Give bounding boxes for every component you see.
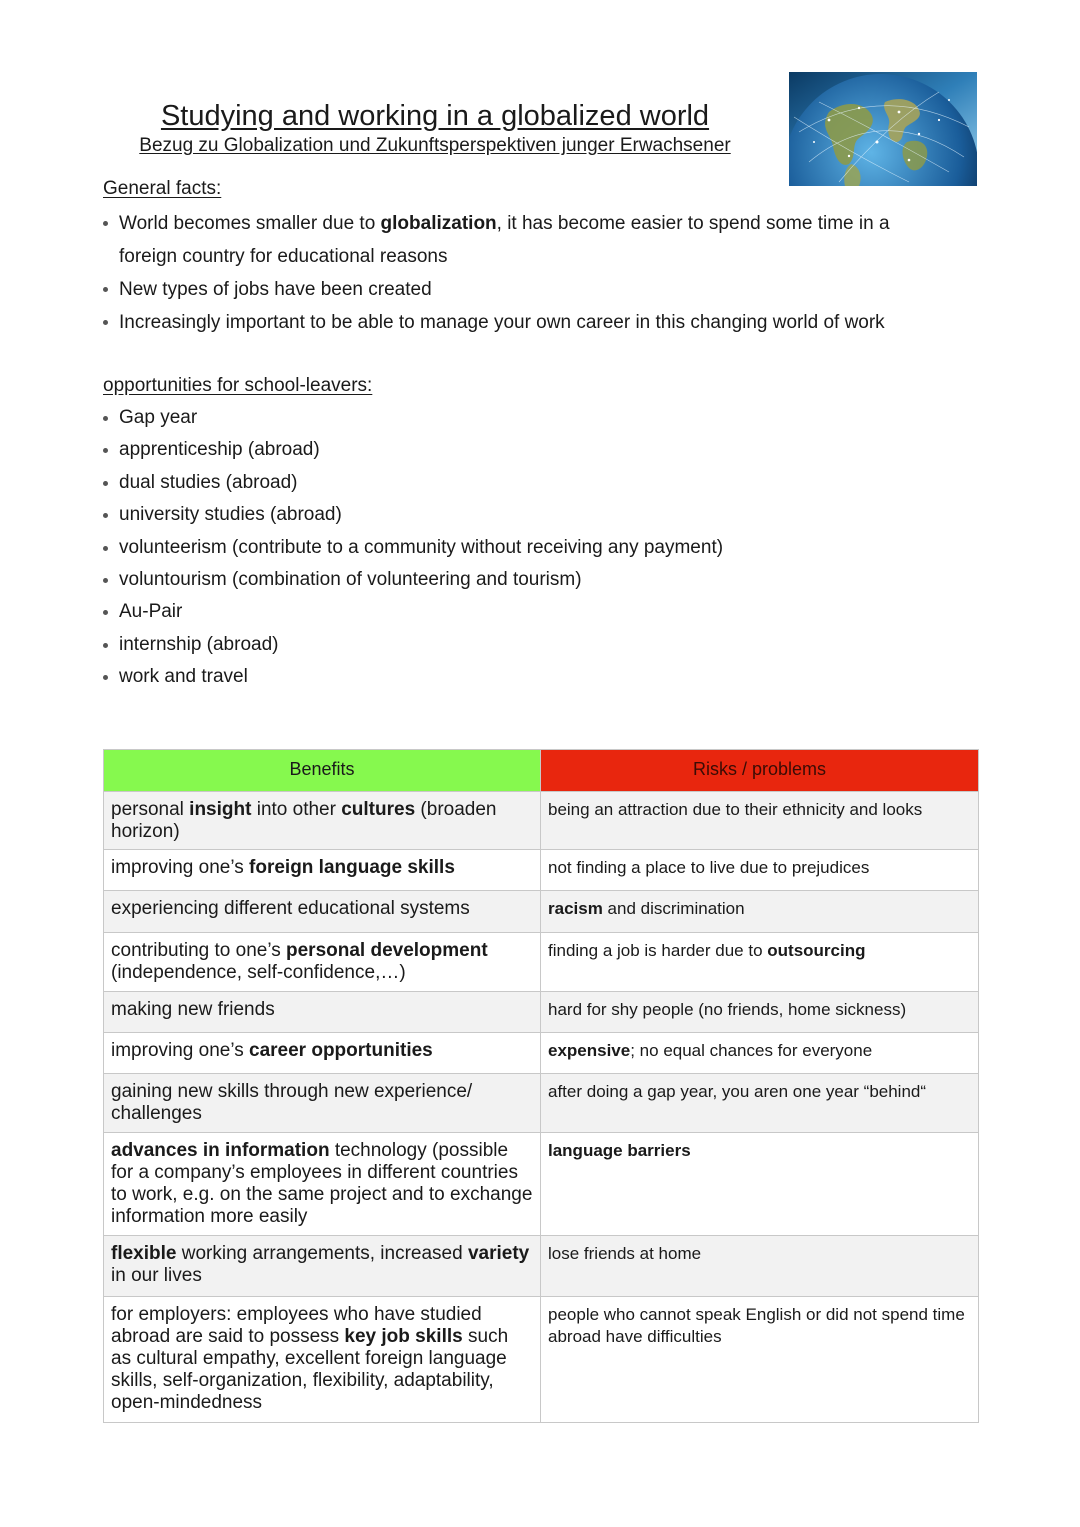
cell-text: career opportunities bbox=[249, 1040, 433, 1061]
cell-text: ; no equal chances for everyone bbox=[630, 1041, 873, 1060]
opportunities-list bbox=[103, 402, 963, 694]
risk-cell bbox=[541, 1236, 979, 1297]
cell-text: hard for shy people (no friends, home sickness) bbox=[548, 1000, 907, 1019]
cell-text: and discrimination bbox=[602, 899, 745, 918]
table-header-row bbox=[104, 750, 979, 792]
general-facts-heading: General facts: bbox=[103, 178, 222, 199]
list-item: World becomes smaller due to globalization, it has become easier to spend some time in a foreign country for educational reasons bbox=[103, 207, 963, 273]
benefit-cell bbox=[104, 850, 541, 891]
cell-text: experiencing different educational systems bbox=[111, 898, 470, 919]
table-row bbox=[104, 1297, 979, 1423]
cell-text: advances in information bbox=[111, 1140, 330, 1161]
cell-text: contributing to one’s bbox=[111, 940, 286, 961]
benefit-cell bbox=[104, 1236, 541, 1297]
table-row bbox=[104, 1133, 979, 1236]
table-row bbox=[104, 1033, 979, 1074]
cell-text: gaining new skills through new experience/ challenges bbox=[111, 1081, 473, 1124]
table-row bbox=[104, 891, 979, 933]
benefit-cell bbox=[104, 1297, 541, 1423]
page-subtitle: Bezug zu Globalization und Zukunftsperspektiven junger Erwachsener bbox=[139, 135, 731, 156]
cell-text: into other bbox=[251, 799, 342, 820]
table-row bbox=[104, 933, 979, 992]
risks-column-header: Risks / problems bbox=[541, 750, 979, 792]
risk-cell bbox=[541, 933, 979, 992]
risk-cell bbox=[541, 1033, 979, 1074]
list-item: apprenticeship (abroad) bbox=[103, 434, 963, 466]
table-body bbox=[104, 792, 979, 1423]
cell-text: cultures bbox=[341, 799, 416, 820]
cell-text: (independence, self-confidence,…) bbox=[111, 962, 406, 983]
cell-text: making new friends bbox=[111, 999, 275, 1020]
list-item: internship (abroad) bbox=[103, 629, 963, 661]
list-item: New types of jobs have been created bbox=[103, 273, 963, 306]
risk-cell bbox=[541, 850, 979, 891]
risk-cell bbox=[541, 992, 979, 1033]
globe-image bbox=[789, 72, 977, 186]
general-facts-list bbox=[103, 207, 963, 339]
cell-text: people who cannot speak English or did not spend time abroad have difficulties bbox=[548, 1305, 965, 1346]
cell-text: lose friends at home bbox=[548, 1244, 702, 1263]
cell-text: after doing a gap year, you aren one year “behind“ bbox=[548, 1082, 927, 1101]
benefit-cell bbox=[104, 1074, 541, 1133]
list-item: dual studies (abroad) bbox=[103, 467, 963, 499]
risk-cell bbox=[541, 1133, 979, 1236]
list-item: Au-Pair bbox=[103, 596, 963, 628]
list-item: work and travel bbox=[103, 661, 963, 693]
cell-text: expensive bbox=[548, 1041, 631, 1060]
table-row bbox=[104, 850, 979, 891]
opportunities-heading: opportunities for school-leavers: bbox=[103, 375, 373, 396]
benefit-cell bbox=[104, 1033, 541, 1074]
risk-cell bbox=[541, 1297, 979, 1423]
cell-text: not finding a place to live due to prejudices bbox=[548, 858, 870, 877]
cell-text: working arrangements, increased bbox=[176, 1243, 468, 1264]
table-row bbox=[104, 992, 979, 1033]
table-row bbox=[104, 1236, 979, 1297]
table-row bbox=[104, 1074, 979, 1133]
cell-text: personal development bbox=[286, 940, 488, 961]
cell-text: racism bbox=[548, 899, 603, 918]
benefit-cell bbox=[104, 933, 541, 992]
risk-cell bbox=[541, 891, 979, 933]
benefits-column-header: Benefits bbox=[104, 750, 541, 792]
cell-text: being an attraction due to their ethnicity and looks bbox=[548, 800, 923, 819]
cell-text: foreign language skills bbox=[249, 857, 455, 878]
cell-text: variety bbox=[467, 1243, 530, 1264]
cell-text: for employers: employees who have studied abroad are said to possess bbox=[111, 1304, 482, 1347]
cell-text: in our lives bbox=[111, 1265, 202, 1286]
risk-cell bbox=[541, 792, 979, 850]
cell-text: improving one’s bbox=[111, 857, 250, 878]
list-item: Increasingly important to be able to manage your own career in this changing world of work bbox=[103, 306, 963, 339]
benefits-risks-table bbox=[103, 749, 979, 1423]
cell-text: personal bbox=[111, 799, 190, 820]
cell-text: (broaden horizon) bbox=[111, 799, 497, 842]
table-row bbox=[104, 792, 979, 850]
cell-text: such as cultural empathy, excellent foreign language skills, self-organization, flexibility, adaptability, open-mindedness bbox=[111, 1326, 509, 1413]
benefit-cell bbox=[104, 1133, 541, 1236]
cell-text: improving one’s bbox=[111, 1040, 250, 1061]
list-item: Gap year bbox=[103, 402, 963, 434]
benefit-cell bbox=[104, 792, 541, 850]
benefit-cell bbox=[104, 891, 541, 933]
risk-cell bbox=[541, 1074, 979, 1133]
list-item: volunteerism (contribute to a community without receiving any payment) bbox=[103, 532, 963, 564]
cell-text: insight bbox=[189, 799, 252, 820]
list-item: university studies (abroad) bbox=[103, 499, 963, 531]
cell-text: flexible bbox=[111, 1243, 177, 1264]
cell-text: language barriers bbox=[548, 1141, 691, 1160]
benefit-cell bbox=[104, 992, 541, 1033]
page-title: Studying and working in a globalized world bbox=[160, 100, 710, 132]
list-item: voluntourism (combination of volunteering and tourism) bbox=[103, 564, 963, 596]
cell-text: outsourcing bbox=[767, 941, 866, 960]
cell-text: technology (possible for a company’s employees in different countries to work, e.g. on the same project and to exchange information more easily bbox=[111, 1140, 533, 1227]
cell-text: finding a job is harder due to bbox=[548, 941, 768, 960]
cell-text: key job skills bbox=[344, 1326, 463, 1347]
